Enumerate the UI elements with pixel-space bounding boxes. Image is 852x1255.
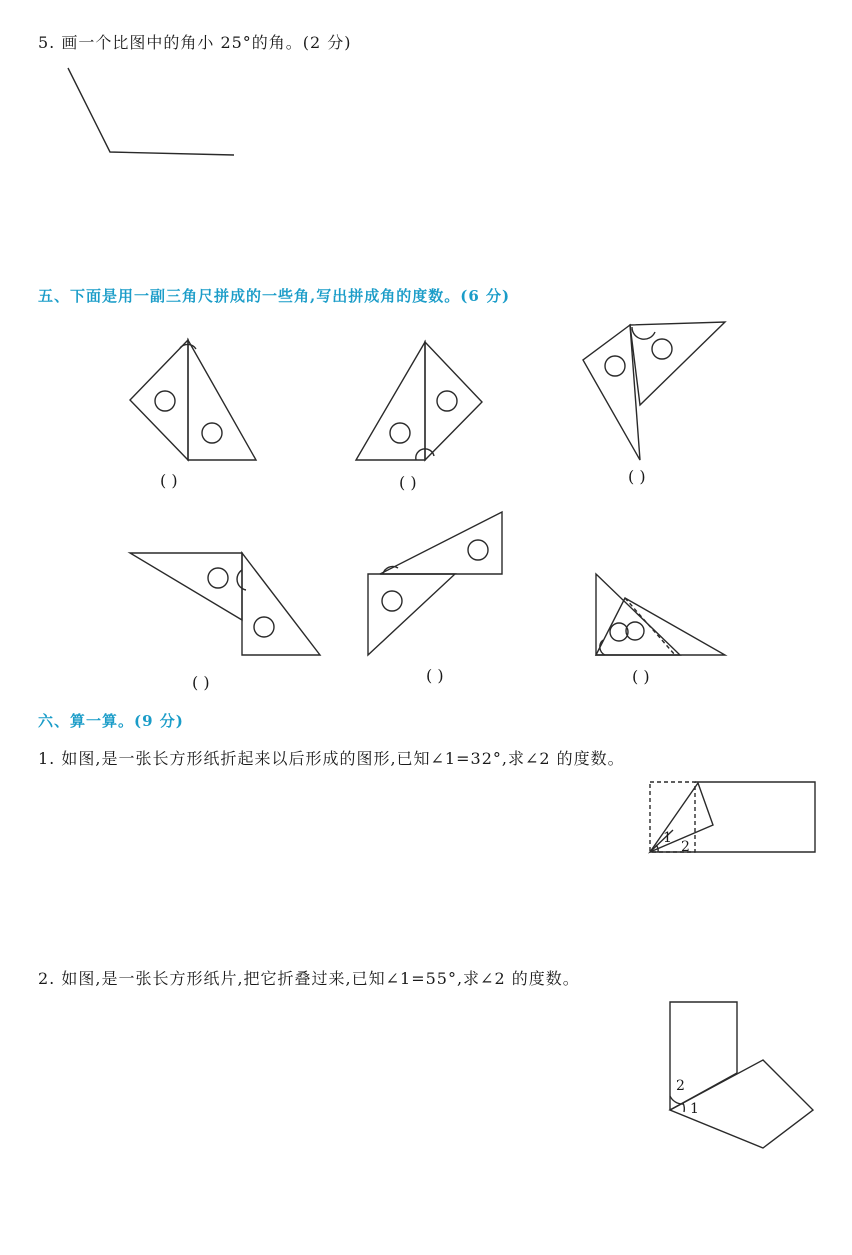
- answer-blank-3[interactable]: ( ): [628, 467, 646, 486]
- answer-blank-1[interactable]: ( ): [160, 471, 178, 490]
- angle-2-label: 2: [681, 839, 690, 855]
- answer-blank-4[interactable]: ( ): [192, 673, 210, 692]
- angle-1-label: 1: [663, 830, 672, 846]
- question-6-1-text: 1. 如图,是一张长方形纸折起来以后形成的图形,已知∠1=32°,求∠2 的度数。: [38, 749, 625, 768]
- answer-blank-6[interactable]: ( ): [632, 667, 650, 686]
- answer-blank-5[interactable]: ( ): [426, 666, 444, 685]
- question-6-2-text: 2. 如图,是一张长方形纸片,把它折叠过来,已知∠1=55°,求∠2 的度数。: [38, 969, 580, 988]
- folded-rectangle-figure-1: [650, 782, 815, 855]
- question-5-text: 5. 画一个比图中的角小 25°的角。(2 分): [38, 33, 352, 52]
- angle-1-label-fig2: 1: [690, 1101, 699, 1117]
- section-6-title: 六、算一算。(9 分): [38, 712, 184, 730]
- angle-2-label-fig2: 2: [676, 1078, 685, 1094]
- section-5-title: 五、下面是用一副三角尺拼成的一些角,写出拼成角的度数。(6 分): [38, 287, 511, 305]
- folded-rectangle-figure-2: [670, 1002, 813, 1148]
- answer-blank-2[interactable]: ( ): [399, 473, 417, 492]
